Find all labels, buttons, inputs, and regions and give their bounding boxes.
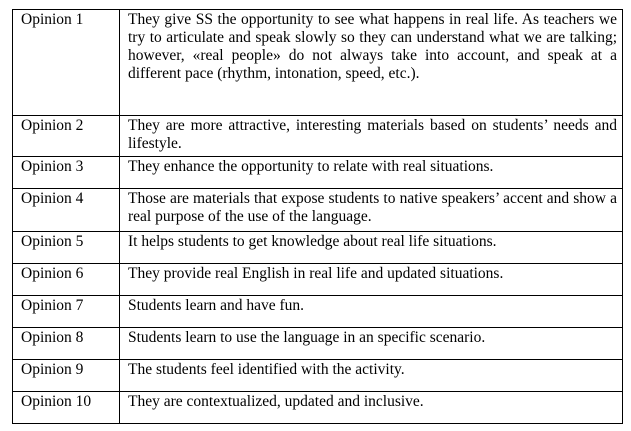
- opinions-table-body: [13, 10, 623, 424]
- opinion-text: Students learn and have fun.: [120, 296, 623, 328]
- opinion-label: Opinion 4: [13, 189, 120, 232]
- opinion-text: They are contextualized, updated and inclusive.: [120, 392, 623, 424]
- opinion-text: Those are materials that expose students to native speakers’ accent and show a real purpose of the use of the language.: [120, 189, 623, 232]
- opinions-table: [12, 9, 623, 424]
- table-row: [13, 116, 623, 157]
- opinion-label: Opinion 8: [13, 328, 120, 360]
- opinion-label: Opinion 3: [13, 157, 120, 189]
- opinion-label: Opinion 10: [13, 392, 120, 424]
- opinion-text: Students learn to use the language in an specific scenario.: [120, 328, 623, 360]
- opinion-text: They enhance the opportunity to relate with real situations.: [120, 157, 623, 189]
- opinion-text: They give SS the opportunity to see what happens in real life. As teachers we try to articulate and speak slowly so they can understand what we are talking; however, «real people» do not always take into account, and speak at a different pace (rhythm, intonation, speed, etc.).: [120, 10, 623, 116]
- table-row: [13, 157, 623, 189]
- opinion-text: They are more attractive, interesting materials based on students’ needs and lifestyle.: [120, 116, 623, 157]
- table-row: [13, 360, 623, 392]
- table-row: [13, 296, 623, 328]
- opinion-label: Opinion 1: [13, 10, 120, 116]
- opinion-label: Opinion 2: [13, 116, 120, 157]
- opinion-text: It helps students to get knowledge about real life situations.: [120, 232, 623, 264]
- table-row: [13, 264, 623, 296]
- opinion-text: They provide real English in real life and updated situations.: [120, 264, 623, 296]
- table-row: [13, 10, 623, 116]
- table-row: [13, 392, 623, 424]
- table-row: [13, 232, 623, 264]
- opinion-label: Opinion 9: [13, 360, 120, 392]
- table-row: [13, 189, 623, 232]
- opinion-label: Opinion 6: [13, 264, 120, 296]
- opinion-label: Opinion 5: [13, 232, 120, 264]
- opinion-text: The students feel identified with the activity.: [120, 360, 623, 392]
- table-row: [13, 328, 623, 360]
- opinion-label: Opinion 7: [13, 296, 120, 328]
